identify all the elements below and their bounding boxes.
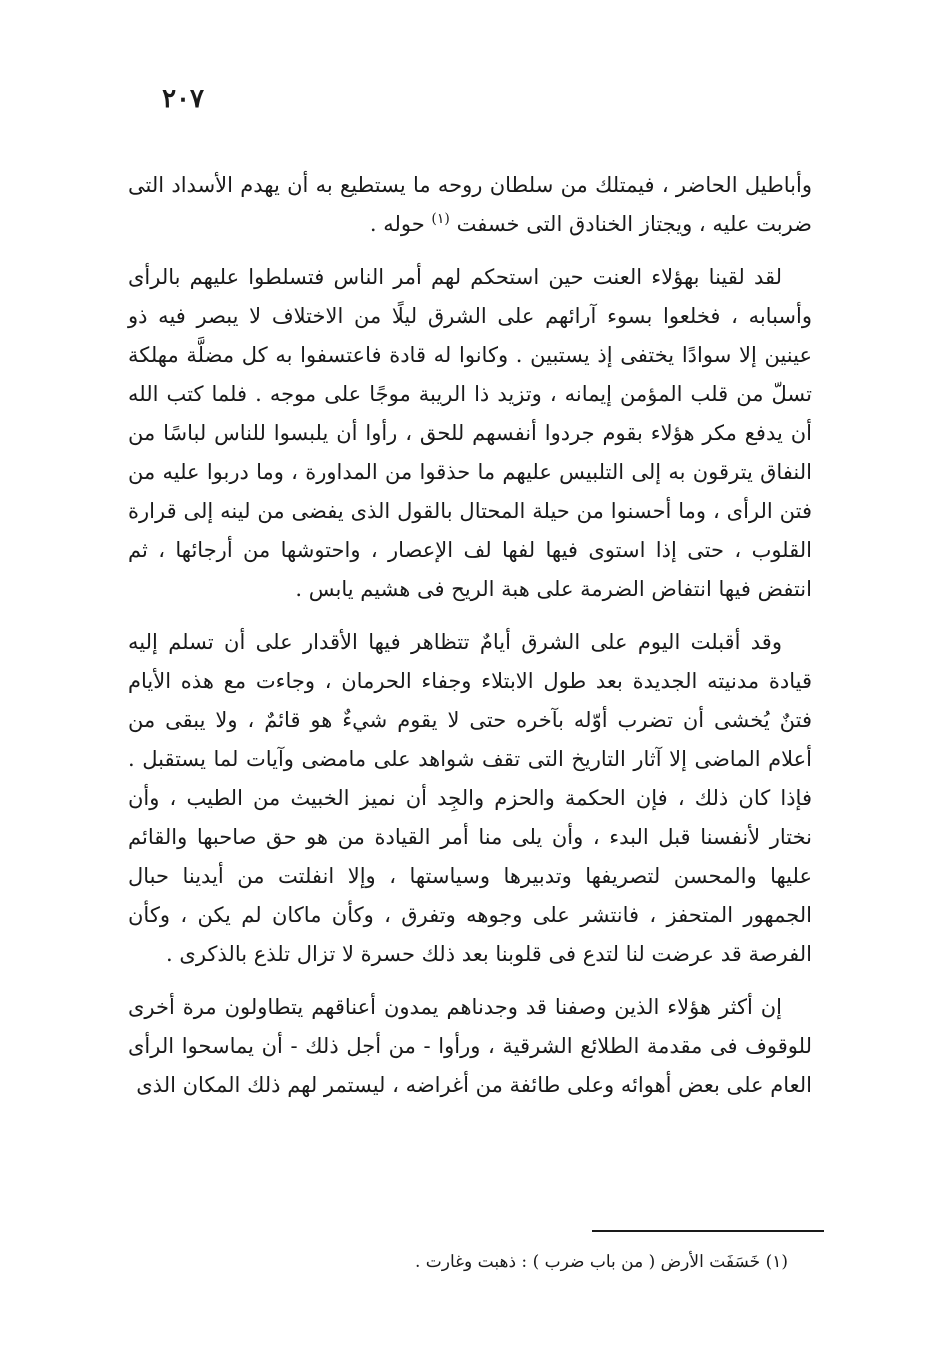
footnote-divider [592, 1230, 824, 1232]
paragraph-1-tail: حوله . [369, 212, 425, 236]
paragraph-4: إن أكثر هؤلاء الذين وصفنا قد وجدناهم يمدون أعناقهم يتطاولون مرة أخرى للوقوف فى مقدمة الطلائع الشرقية ، ورأوا - من أجل ذلك - أن يماسحوا الرأى العام على بعض أهوائه وعلى طائفة من أغراضه ، ليستمر لهم ذلك المكان الذى [128, 995, 812, 1097]
body-text [128, 166, 812, 1119]
page-number: ٢٠٧ [162, 84, 204, 114]
footnote-reference: (١) [431, 211, 450, 227]
paragraph-1 [128, 166, 812, 244]
paragraph-3: وقد أقبلت اليوم على الشرق أيامٌ تتظاهر فيها الأقدار على أن تسلم إليه قيادة مدنيته الجديدة بعد طول الابتلاء وجفاء الحرمان ، وجاءت مع هذه الأيام فتنٌ يُخشى أن تضرب أوّله بآخره حتى لا يقوم شيءٌ هو قائمٌ ، ولا يبقى من أعلام الماضى إلا آثار التاريخ التى تقف شواهد على مامضى وآيات لما يستقبل . فإذا كان ذلك ، فإن الحكمة والحزم والجِد أن نميز الخبيث من الطيب ، وأن نختار لأنفسنا قبل البدء ، وأن يلى منا أمر القيادة من هو حق صاحبها والقائم عليها والمحسن لتصريفها وتدبيرها وسياستها ، وإلا انفلتت من أيدينا حبال الجمهور المتحفز ، فانتشر على وجوهه وتفرق ، وكأن ماكان لم يكن ، وكأن الفرصة قد عرضت لنا لتدع فى قلوبنا بعد ذلك حسرة لا تزال تلذع بالذكرى . [128, 630, 812, 966]
paragraph-2: لقد لقينا بهؤلاء العنت حين استحكم لهم أمر الناس فتسلطوا عليهم بالرأى وأسبابه ، فخلعوا بسوء آرائهم على الشرق ليلًا من الاختلاف لا يبصر فيه ذو عينين إلا سوادًا يختفى إذ يستبين . وكانوا له قادة فاعتسفوا به كل مضلَّة مهلكة تسلّ من قلب المؤمن إيمانه ، وتزيد ذا الريبة موجًا على موجه . فلما كتب الله أن يدفع مكر هؤلاء بقوم جردوا أنفسهم للحق ، رأوا أن يلبسوا للناس لباسًا من النفاق يترقون به إلى التلبيس عليهم ما حذقوا من المداورة ، وما دربوا عليه من فتن الرأى ، وما أحسنوا من حيلة المحتال بالقول الذى يفضى من لينه إلى قرارة القلوب ، حتى إذا استوى فيها لفها لف الإعصار ، واحتوشها من أرجائها ، ثم انتفض فيها انتفاض الضرمة على هبة الريح فى هشيم يابس . [128, 265, 812, 601]
footnote: (١) خَسَفَت الأرض ( من باب ضرب ) : ذهبت وغارت . [414, 1252, 788, 1272]
paragraph-1-text: وأباطيل الحاضر ، فيمتلك من سلطان روحه ما يستطيع به أن يهدم الأسداد التى ضربت عليه ، ويجتاز الخنادق التى خسفت [128, 173, 812, 236]
